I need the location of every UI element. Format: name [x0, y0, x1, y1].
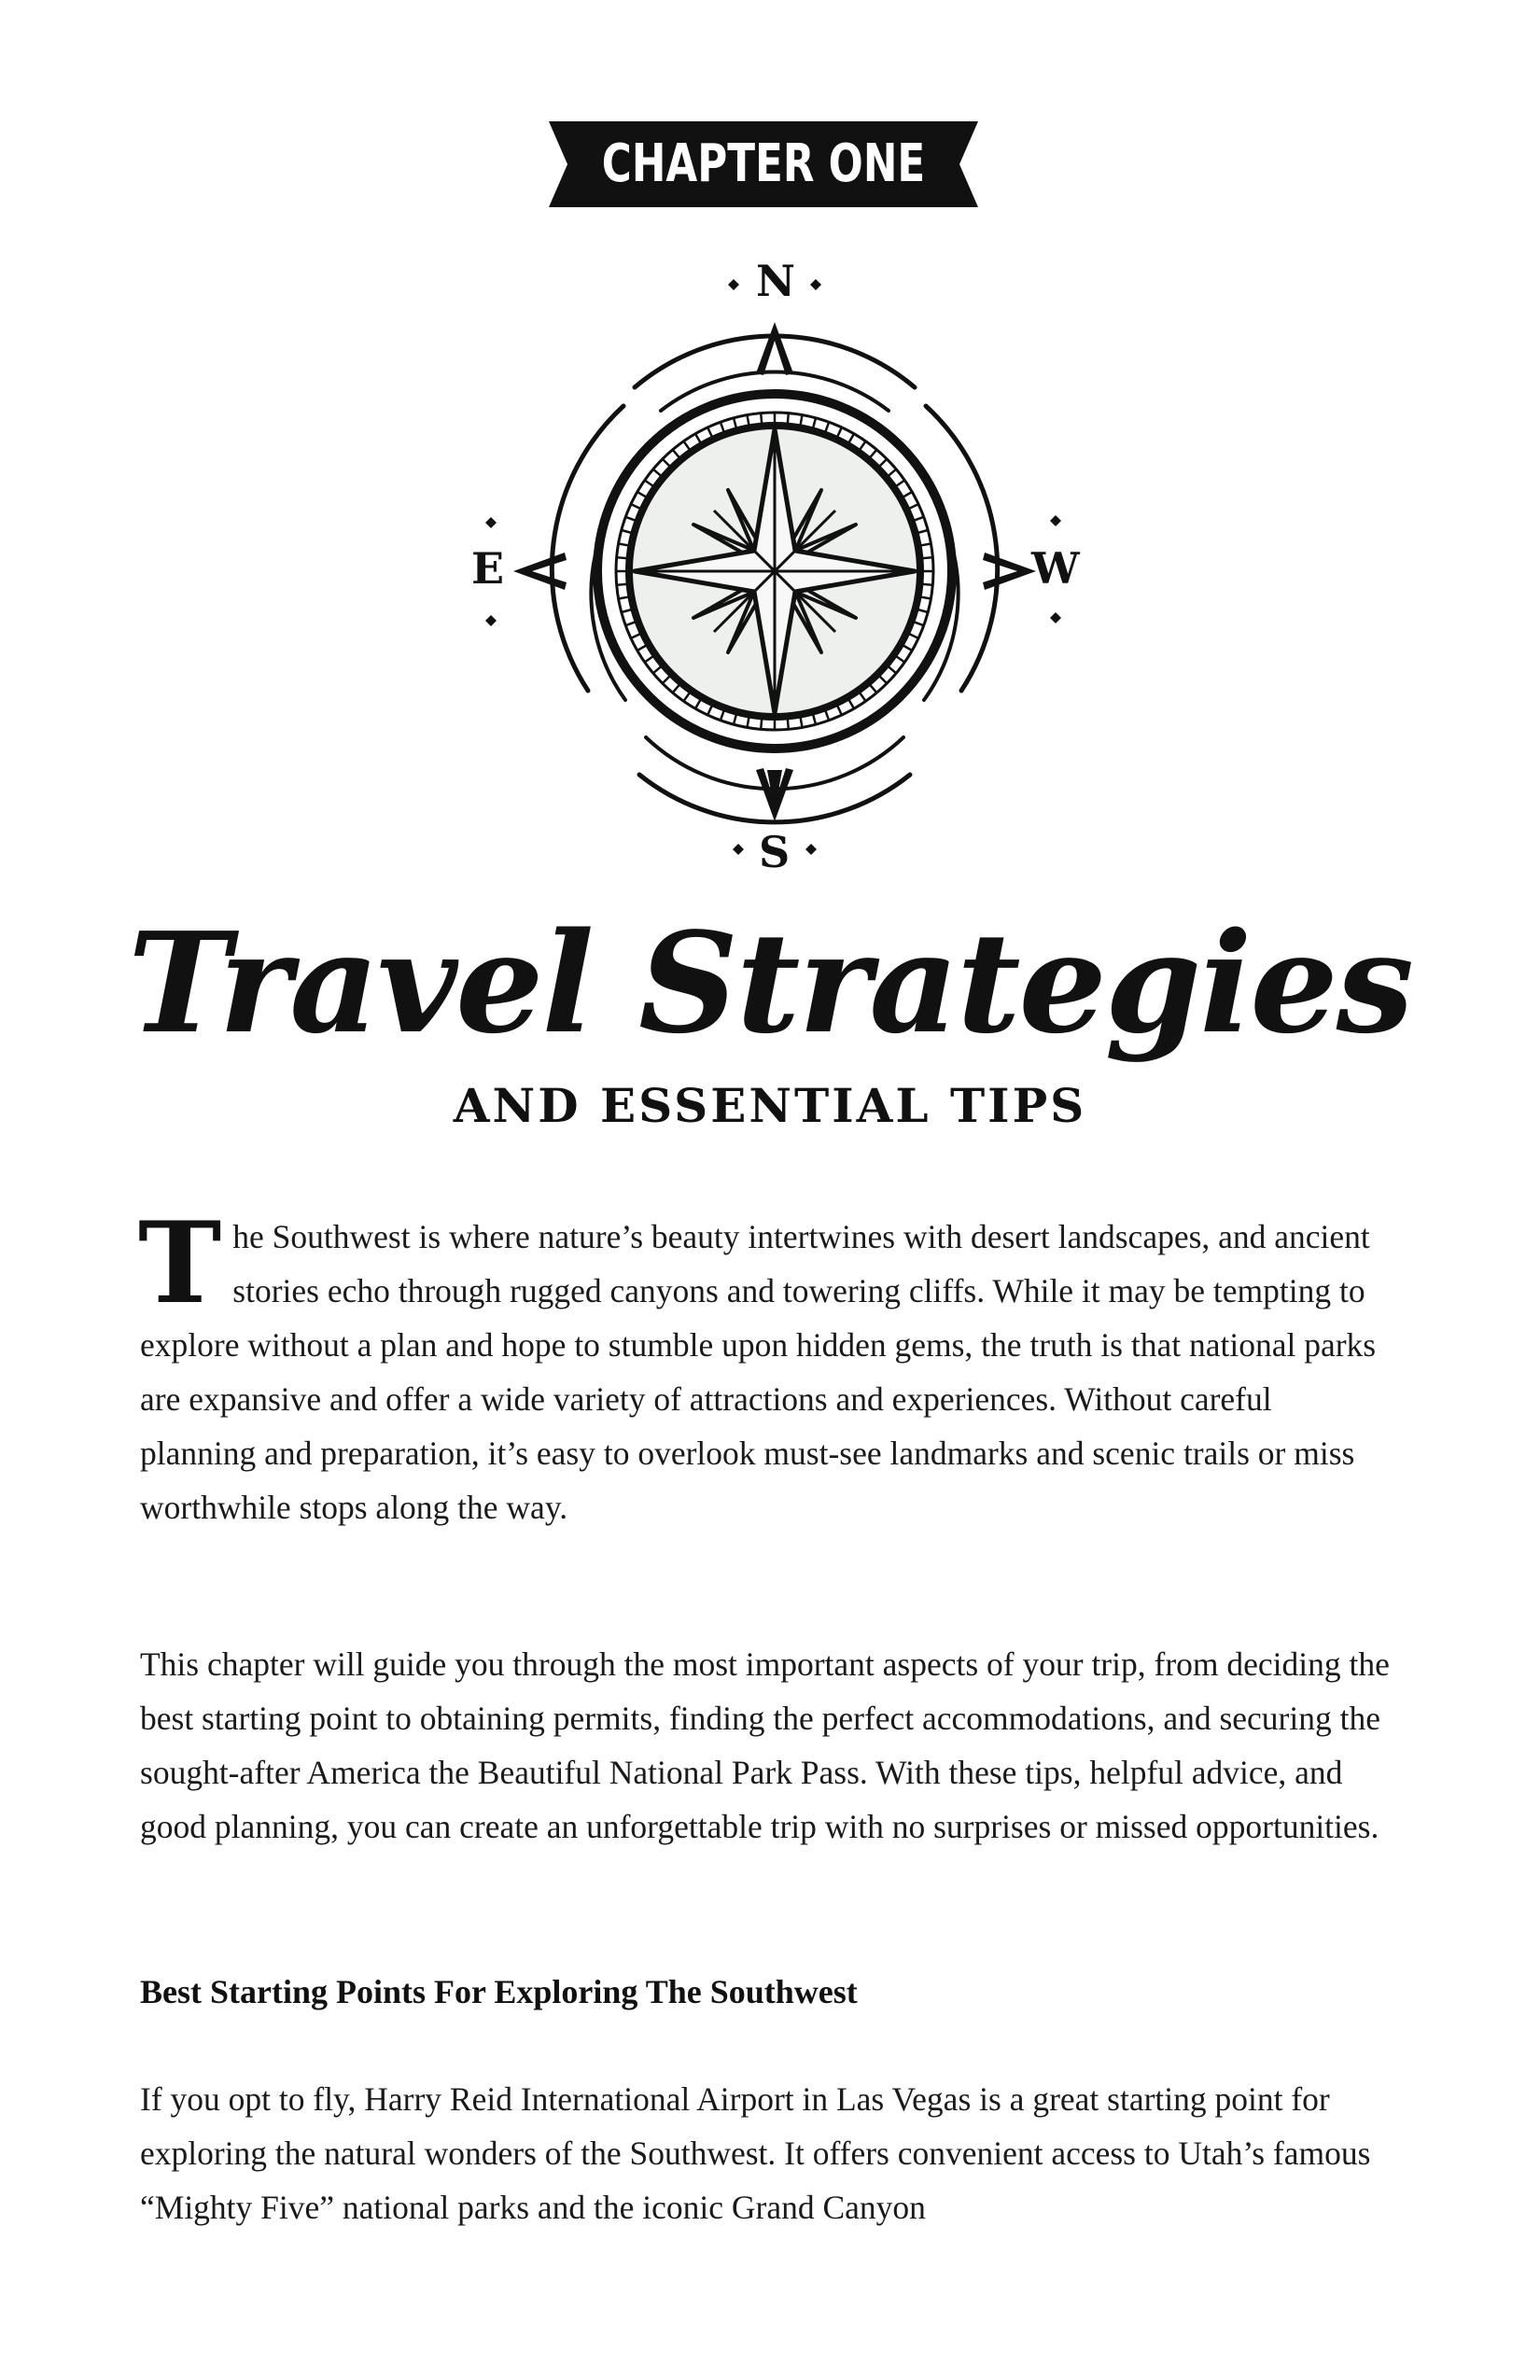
compass-icon: [448, 252, 1101, 887]
chapter-label: CHAPTER ONE: [601, 133, 926, 194]
drop-cap: T: [138, 1197, 222, 1329]
compass-north-label: N: [756, 256, 796, 306]
chapter-overview-paragraph: This chapter will guide you through the most important aspects of your trip, from deciding the best starting point to obtaining permits, finding the perfect accommodations, and securing the sought-after America the Beautiful National Park Pass. With these tips, helpful advice, and good planning, you can create an unforgettable trip with no surprises or missed opportunities.: [140, 1645, 1390, 1845]
section-heading: Best Starting Points For Exploring The Southwest: [140, 1973, 858, 2010]
compass-east-label: E: [471, 543, 505, 594]
intro-paragraph-text: he Southwest is where nature’s beauty intertwines with desert landscapes, and ancient stories echo through rugged canyons and towering cliffs. While it may be tempting to explore without a plan and hope to stumble upon hidden gems, the truth is that national parks are expansive and offer a wide variety of attractions and experiences. Without careful planning and preparation, it’s easy to overlook must-see landmarks and scenic trails or miss worthwhile stops along the way.: [140, 1218, 1377, 1526]
chapter-title: Travel Strategies: [128, 902, 1412, 1064]
compass-west-label: W: [1031, 543, 1080, 594]
chapter-subtitle: AND ESSENTIAL TIPS: [453, 1078, 1087, 1133]
compass-south-label: S: [759, 827, 791, 877]
starting-points-paragraph: If you opt to fly, Harry Reid International Airport in Las Vegas is a great starting point for exploring the natural wonders of the Southwest. It offers convenient access to Utah’s famous “Mighty Five” national parks and the iconic Grand Canyon: [140, 2080, 1371, 2226]
compass-illustration: [448, 252, 1101, 887]
intro-paragraph: [138, 1197, 1395, 1534]
chapter-banner: [549, 121, 978, 207]
